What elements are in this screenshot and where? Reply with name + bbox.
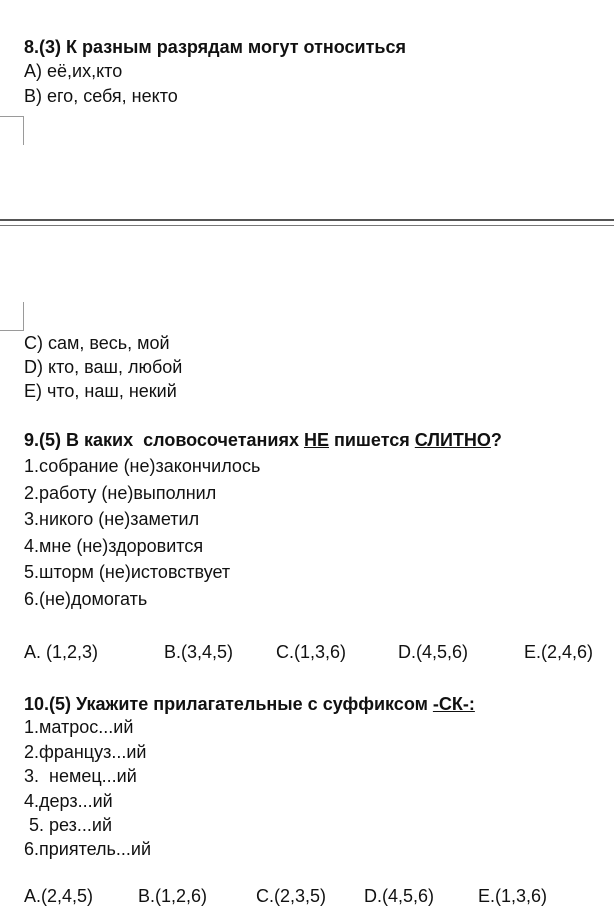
question-9-title xyxy=(24,429,502,451)
q9-title-mid: пишется xyxy=(328,430,415,450)
q10-answer-d: D.(4,5,6) xyxy=(364,886,435,906)
q10-answer-b: B.(1,2,6) xyxy=(138,886,208,906)
q9-answer-c: C.(1,3,6) xyxy=(276,642,347,662)
q10-answer-a: A.(2,4,5) xyxy=(24,886,94,906)
q9-title-ne: НЕ xyxy=(303,430,329,450)
q9-item-2: 2.работу (не)выполнил xyxy=(24,483,217,503)
q10-item-5: 5. рез...ий xyxy=(24,815,113,835)
q9-item-1: 1.собрание (не)закончилось xyxy=(24,456,261,476)
q9-item-3: 3.никого (не)заметил xyxy=(24,509,200,529)
question-10-title xyxy=(24,693,475,715)
q8-option-a: A) её,их,кто xyxy=(24,61,123,81)
q9-item-5: 5.шторм (не)истовствует xyxy=(24,562,231,582)
q10-item-4: 4.дерз...ий xyxy=(24,791,113,811)
q9-answer-a: A. (1,2,3) xyxy=(24,642,99,662)
q10-item-3: 3. немец...ий xyxy=(24,766,137,786)
page-break-line-thin xyxy=(0,225,614,226)
q9-title-prefix: 9.(5) В каких словосочетаниях xyxy=(24,430,304,450)
q9-title-end: ? xyxy=(490,430,502,450)
q8-option-e: E) что, наш, некий xyxy=(24,381,177,401)
q9-answer-e: E.(2,4,6) xyxy=(524,642,594,662)
q10-answer-e: E.(1,3,6) xyxy=(478,886,548,906)
q9-answer-b: B.(3,4,5) xyxy=(164,642,234,662)
page-corner-mark-top xyxy=(0,116,24,145)
q8-option-b: B) его, себя, некто xyxy=(24,86,178,106)
question-8-title: 8.(3) К разным разрядам могут относиться xyxy=(24,37,406,57)
q9-title-slitno: СЛИТНО xyxy=(414,430,491,450)
q10-item-6: 6.приятель...ий xyxy=(24,839,152,859)
q10-title-prefix: 10.(5) Укажите прилагательные с суффиксом xyxy=(24,694,433,714)
page-corner-mark-bottom xyxy=(0,302,24,331)
q9-answer-d: D.(4,5,6) xyxy=(398,642,469,662)
q8-option-c: C) сам, весь, мой xyxy=(24,333,170,353)
q10-item-2: 2.француз...ий xyxy=(24,742,147,762)
q8-option-d: D) кто, ваш, любой xyxy=(24,357,183,377)
q10-answer-c: C.(2,3,5) xyxy=(256,886,327,906)
q9-item-4: 4.мне (не)здоровится xyxy=(24,536,204,556)
q9-item-6: 6.(не)домогать xyxy=(24,589,148,609)
q10-title-suffix: -СК-: xyxy=(432,694,475,714)
q10-item-1: 1.матрос...ий xyxy=(24,717,134,737)
page-break-line xyxy=(0,219,614,221)
